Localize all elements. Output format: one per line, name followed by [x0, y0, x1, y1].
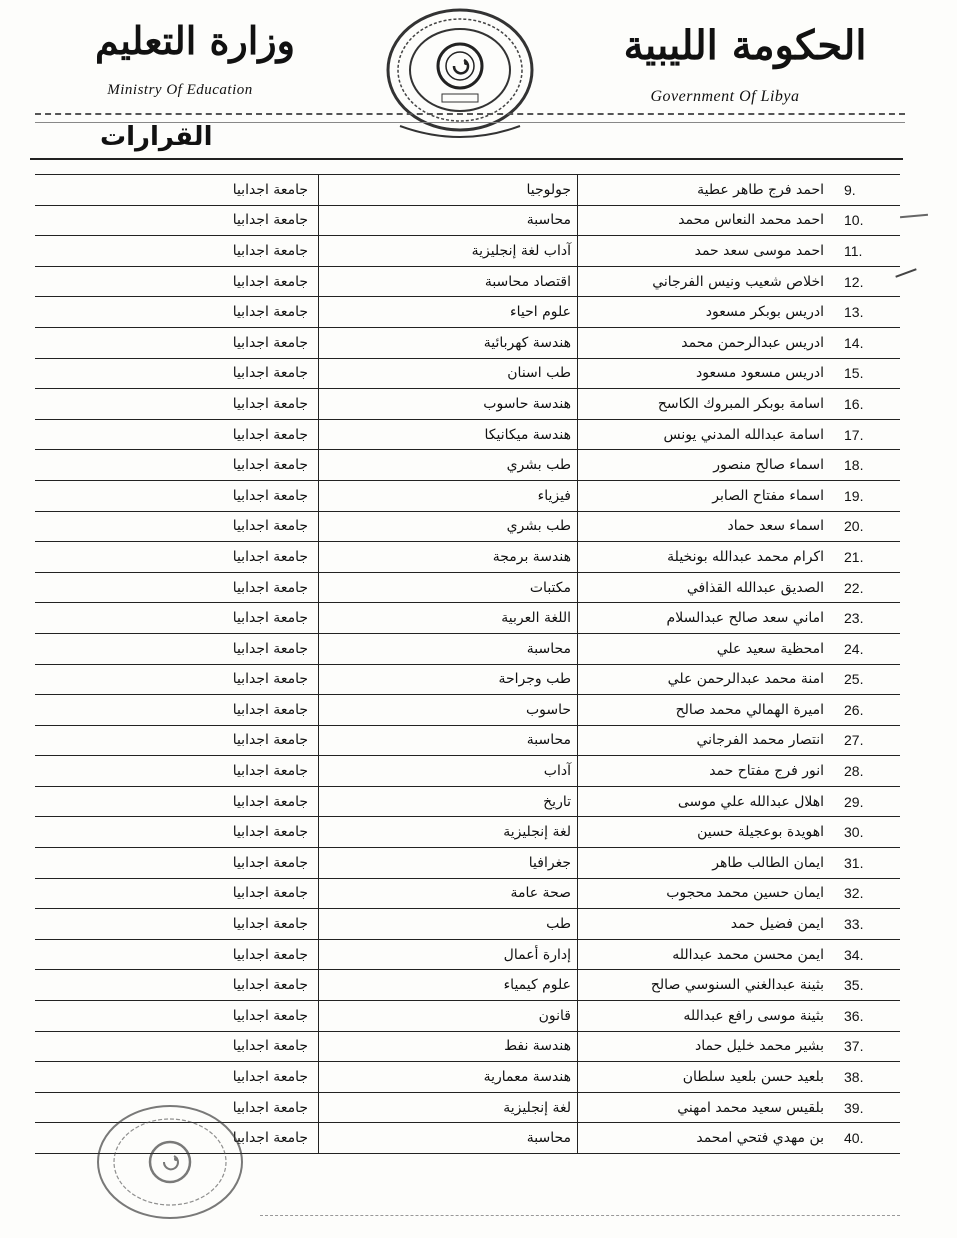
table-row: [35, 878, 900, 909]
table-row: [35, 175, 900, 206]
university: جامعة اجدابيا: [35, 848, 319, 879]
major: تاريخ: [319, 786, 578, 817]
major: فيزياء: [319, 480, 578, 511]
major: صحة عامة: [319, 878, 578, 909]
section-title: القرارات: [100, 122, 213, 152]
table-row: [35, 572, 900, 603]
table-row: [35, 236, 900, 267]
major: هندسة نفط: [319, 1031, 578, 1062]
university: جامعة اجدابيا: [35, 1001, 319, 1032]
student-name: اسامة عبدالله المدني يونس: [578, 419, 831, 450]
university: جامعة اجدابيا: [35, 450, 319, 481]
university: جامعة اجدابيا: [35, 1062, 319, 1093]
row-number: 34.: [830, 939, 900, 970]
student-name: بلقيس سعيد محمد امهني: [578, 1092, 831, 1123]
table-row: [35, 542, 900, 573]
university: جامعة اجدابيا: [35, 572, 319, 603]
row-number: 13.: [830, 297, 900, 328]
table-row: [35, 389, 900, 420]
table-row: [35, 603, 900, 634]
student-name: اسامة بوبكر المبروك الكاسح: [578, 389, 831, 420]
student-name: احمد موسى سعد حمد: [578, 236, 831, 267]
row-number: 31.: [830, 848, 900, 879]
university: جامعة اجدابيا: [35, 909, 319, 940]
footer-divider: [260, 1215, 900, 1216]
row-number: 15.: [830, 358, 900, 389]
university: جامعة اجدابيا: [35, 725, 319, 756]
student-name: ايمان الطالب طاهر: [578, 848, 831, 879]
major: هندسة كهربائية: [319, 327, 578, 358]
major: طب بشري: [319, 511, 578, 542]
table-row: [35, 909, 900, 940]
major: طب: [319, 909, 578, 940]
government-title-arabic: الحكومة الليبية: [623, 22, 867, 69]
student-name: اخلاص شعيب ونيس الفرجاني: [578, 266, 831, 297]
major: محاسبة: [319, 725, 578, 756]
university: جامعة اجدابيا: [35, 542, 319, 573]
major: آداب: [319, 756, 578, 787]
row-number: 36.: [830, 1001, 900, 1032]
major: هندسة برمجة: [319, 542, 578, 573]
table-row: [35, 358, 900, 389]
table-row: [35, 939, 900, 970]
university: جامعة اجدابيا: [35, 786, 319, 817]
table-row: [35, 756, 900, 787]
university: جامعة اجدابيا: [35, 664, 319, 695]
student-name: الصديق عبدالله القذافي: [578, 572, 831, 603]
university: جامعة اجدابيا: [35, 1092, 319, 1123]
university: جامعة اجدابيا: [35, 297, 319, 328]
student-name: اميرة الهمالي محمد صالح: [578, 695, 831, 726]
student-name: احمد محمد النعاس محمد: [578, 205, 831, 236]
student-name: اسماء مفتاح الصابر: [578, 480, 831, 511]
major: مكتبات: [319, 572, 578, 603]
table-row: [35, 450, 900, 481]
table-row: [35, 633, 900, 664]
major: هندسة معمارية: [319, 1062, 578, 1093]
university: جامعة اجدابيا: [35, 939, 319, 970]
student-name: بثينة عبدالغني السنوسي صالح: [578, 970, 831, 1001]
row-number: 18.: [830, 450, 900, 481]
student-name: ادريس بوبكر مسعود: [578, 297, 831, 328]
major: جولوجيا: [319, 175, 578, 206]
row-number: 32.: [830, 878, 900, 909]
decisions-table: [35, 174, 900, 1154]
table-row: [35, 480, 900, 511]
university: جامعة اجدابيا: [35, 236, 319, 267]
student-name: بلعيد حسن بلعيد سلطان: [578, 1062, 831, 1093]
student-name: اكرام محمد عبدالله بونخيلة: [578, 542, 831, 573]
pen-mark: [900, 214, 928, 218]
row-number: 25.: [830, 664, 900, 695]
major: لغة إنجليزية: [319, 817, 578, 848]
row-number: 17.: [830, 419, 900, 450]
ministry-title-arabic: وزارة التعليم: [94, 18, 296, 63]
table-row: [35, 327, 900, 358]
row-number: 10.: [830, 205, 900, 236]
student-name: انتصار محمد الفرجاني: [578, 725, 831, 756]
university: جامعة اجدابيا: [35, 205, 319, 236]
letterhead: [0, 0, 957, 170]
student-name: اماني سعد صالح عبدالسلام: [578, 603, 831, 634]
row-number: 28.: [830, 756, 900, 787]
row-number: 16.: [830, 389, 900, 420]
table-row: [35, 205, 900, 236]
major: علوم كيمياء: [319, 970, 578, 1001]
university: جامعة اجدابيا: [35, 266, 319, 297]
student-name: اهويدة بوعجيلة حسين: [578, 817, 831, 848]
government-title-english: Government Of Libya: [650, 88, 800, 105]
major: إدارة أعمال: [319, 939, 578, 970]
student-name: ادريس عبدالرحمن محمد: [578, 327, 831, 358]
row-number: 12.: [830, 266, 900, 297]
table-row: [35, 419, 900, 450]
table-row: [35, 848, 900, 879]
header-divider-dashed: [35, 113, 905, 115]
student-name: احمد فرج طاهر عطية: [578, 175, 831, 206]
major: هندسة حاسوب: [319, 389, 578, 420]
student-name: ايمن فضيل حمد: [578, 909, 831, 940]
university: جامعة اجدابيا: [35, 480, 319, 511]
table-row: [35, 970, 900, 1001]
table-row: [35, 817, 900, 848]
major: حاسوب: [319, 695, 578, 726]
row-number: 38.: [830, 1062, 900, 1093]
student-name: بشير محمد خليل حماد: [578, 1031, 831, 1062]
table-row: [35, 297, 900, 328]
university: جامعة اجدابيا: [35, 695, 319, 726]
university: جامعة اجدابيا: [35, 756, 319, 787]
table-row: [35, 1001, 900, 1032]
university: جامعة اجدابيا: [35, 878, 319, 909]
major: طب بشري: [319, 450, 578, 481]
student-name: امنة محمد عبدالرحمن علي: [578, 664, 831, 695]
university: جامعة اجدابيا: [35, 633, 319, 664]
student-name: اسماء سعد حماد: [578, 511, 831, 542]
table-row: [35, 695, 900, 726]
student-name: ادريس مسعود مسعود: [578, 358, 831, 389]
major: هندسة ميكانيكا: [319, 419, 578, 450]
major: محاسبة: [319, 205, 578, 236]
row-number: 40.: [830, 1123, 900, 1154]
university: جامعة اجدابيا: [35, 327, 319, 358]
section-divider: [30, 158, 903, 160]
table-row: [35, 1062, 900, 1093]
row-number: 11.: [830, 236, 900, 267]
major: محاسبة: [319, 1123, 578, 1154]
university: جامعة اجدابيا: [35, 511, 319, 542]
official-stamp-icon: [90, 1100, 250, 1225]
university: جامعة اجدابيا: [35, 603, 319, 634]
major: اللغة العربية: [319, 603, 578, 634]
table-row: [35, 725, 900, 756]
row-number: 27.: [830, 725, 900, 756]
student-name: امحظية سعيد علي: [578, 633, 831, 664]
university: جامعة اجدابيا: [35, 389, 319, 420]
row-number: 39.: [830, 1092, 900, 1123]
row-number: 9.: [830, 175, 900, 206]
table-row: [35, 786, 900, 817]
university: جامعة اجدابيا: [35, 970, 319, 1001]
row-number: 22.: [830, 572, 900, 603]
row-number: 33.: [830, 909, 900, 940]
row-number: 14.: [830, 327, 900, 358]
major: محاسبة: [319, 633, 578, 664]
university: جامعة اجدابيا: [35, 1031, 319, 1062]
row-number: 30.: [830, 817, 900, 848]
major: قانون: [319, 1001, 578, 1032]
major: جغرافيا: [319, 848, 578, 879]
row-number: 29.: [830, 786, 900, 817]
student-name: بن مهدي فتحي امحمد: [578, 1123, 831, 1154]
row-number: 20.: [830, 511, 900, 542]
table-row: [35, 1031, 900, 1062]
table-row: [35, 266, 900, 297]
student-name: اهلال عبدالله علي موسى: [578, 786, 831, 817]
major: طب وجراحة: [319, 664, 578, 695]
major: اقتصاد محاسبة: [319, 266, 578, 297]
major: علوم احياء: [319, 297, 578, 328]
major: آداب لغة إنجليزية: [319, 236, 578, 267]
major: طب اسنان: [319, 358, 578, 389]
ministry-title-english: Ministry Of Education: [107, 82, 253, 98]
row-number: 37.: [830, 1031, 900, 1062]
university: جامعة اجدابيا: [35, 175, 319, 206]
university: جامعة اجدابيا: [35, 358, 319, 389]
university: جامعة اجدابيا: [35, 1123, 319, 1154]
row-number: 26.: [830, 695, 900, 726]
university: جامعة اجدابيا: [35, 817, 319, 848]
student-name: ايمان حسين محمد محجوب: [578, 878, 831, 909]
student-name: بثينة موسى رافع عبدالله: [578, 1001, 831, 1032]
student-name: ايمن محسن محمد عبدالله: [578, 939, 831, 970]
major: لغة إنجليزية: [319, 1092, 578, 1123]
row-number: 24.: [830, 633, 900, 664]
table-row: [35, 664, 900, 695]
row-number: 19.: [830, 480, 900, 511]
student-name: انور فرج مفتاح حمد: [578, 756, 831, 787]
table-row: [35, 511, 900, 542]
university: جامعة اجدابيا: [35, 419, 319, 450]
row-number: 35.: [830, 970, 900, 1001]
row-number: 21.: [830, 542, 900, 573]
student-name: اسماء صالح منصور: [578, 450, 831, 481]
row-number: 23.: [830, 603, 900, 634]
